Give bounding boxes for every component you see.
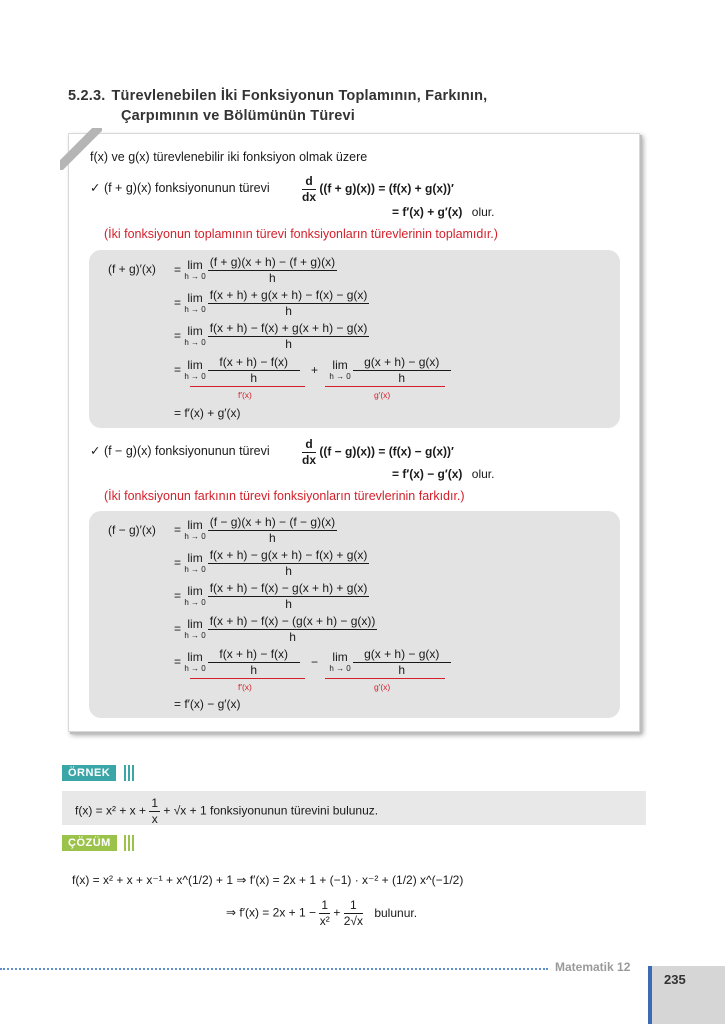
diff-note: (İki fonksiyonun farkının türevi fonksiyonların türevlerinin farkıdır.): [104, 489, 465, 503]
example-tag-bars: [124, 765, 138, 781]
d-numerator: d: [302, 174, 316, 190]
solution-line-2: ⇒ f′(x) = 2x + 1 − $\frac{1}{\text{x²}}$ + $\frac{1}{2√x}$ bulunur.: [226, 898, 418, 928]
example-tag: ÖRNEK: [62, 765, 116, 781]
diff-rhs1: ((f − g)(x)) = (f(x) − g(x))′: [319, 444, 454, 459]
sum-derivative-expression: [302, 174, 454, 205]
diff-result: = f′(x) − g′(x): [174, 697, 241, 711]
diff-step-4: = lim h → 0 $\frac{f(x + h) - f(x) - (g(x + h) - g(x))}{h}$: [174, 614, 376, 644]
sum-step-3: = lim h → 0 $\frac{f(x + h) - f(x) + g(x + h) - g(x)}{h}$: [174, 321, 368, 351]
footer-dotted-rule: [0, 968, 548, 970]
sum-brace-a: [190, 386, 305, 387]
sum-result: = f′(x) + g′(x): [174, 406, 241, 420]
diff-brace-b: [325, 678, 445, 679]
section-title-line1: Türevlenebilen İki Fonksiyonun Toplamının, Farkının,: [111, 88, 488, 104]
diff-step-5: = lim h → 0 $\frac{f(x + h) - f(x)}{h}$ − lim h → 0 $\frac{g(x + h) - g(x)}{h}$: [174, 647, 451, 678]
sum-lhs: (f + g)′(x): [108, 262, 156, 276]
diff-step-3: = lim h → 0 $\frac{f(x + h) - f(x) - g(x + h) + g(x)}{h}$: [174, 581, 368, 611]
page-number: 235: [664, 972, 686, 987]
sum-brace-b-label: g′(x): [374, 390, 391, 400]
sum-step-1: = lim h → 0 $\frac{(f + g)(x + h) - (f + g)(x)}{h}$: [174, 255, 336, 285]
sum-note: (İki fonksiyonun toplamının türevi fonksiyonların türevlerinin toplamıdır.): [104, 227, 498, 241]
sum-step-2: = lim h → 0 $\frac{f(x + h) + g(x + h) - f(x) - g(x)}{h}$: [174, 288, 368, 318]
intro-text: f(x) ve g(x) türevlenebilir iki fonksiyon olmak üzere: [90, 150, 368, 164]
sum-brace-b: [325, 386, 445, 387]
footer-page-box: [652, 966, 725, 1024]
diff-rhs2: = f′(x) − g′(x): [392, 467, 463, 481]
diff-step-2: = lim h → 0 $\frac{f(x + h) - g(x + h) - f(x) + g(x)}{h}$: [174, 548, 368, 578]
section-title-line2: Çarpımının ve Bölümünün Türevi: [121, 108, 355, 124]
diff-brace-a: [190, 678, 305, 679]
diff-olur: olur.: [471, 467, 495, 481]
diff-step-1: = lim h → 0 $\frac{(f - g)(x + h) - (f - g)(x)}{h}$: [174, 515, 336, 545]
solution-tag-bars: [124, 835, 138, 851]
diff-brace-a-label: f′(x): [238, 682, 252, 692]
sum-rule-label: ✓ (f + g)(x) fonksiyonunun türevi: [90, 181, 270, 195]
sum-rhs1: ((f + g)(x)) = (f(x) + g(x))′: [319, 181, 454, 196]
diff-brace-b-label: g′(x): [374, 682, 391, 692]
sum-olur: olur.: [471, 205, 495, 219]
section-title: [68, 86, 487, 126]
sum-brace-a-label: f′(x): [238, 390, 252, 400]
solution-tag: ÇÖZÜM: [62, 835, 117, 851]
section-number: 5.2.3.: [68, 88, 106, 104]
diff-lhs: (f − g)′(x): [108, 523, 156, 537]
footer-book-title: Matematik 12: [555, 960, 631, 974]
sum-rhs2: = f′(x) + g′(x): [392, 205, 463, 219]
diff-rule-label: ✓ (f − g)(x) fonksiyonunun türevi: [90, 444, 270, 458]
sum-step-4: = lim h → 0 $\frac{f(x + h) - f(x)}{h}$ + lim h → 0 $\frac{g(x + h) - g(x)}{h}$: [174, 355, 451, 386]
diff-derivative-expression: $\frac{d}{dx}$ ((f − g)(x)) = (f(x) − g(x))′: [302, 437, 454, 467]
example-question: f(x) = x² + x + $\frac{1}{x}$ + √x + 1 fonksiyonunun türevini bulunuz.: [75, 796, 379, 826]
dx-denominator: dx: [302, 190, 317, 204]
solution-line-1: f(x) = x² + x + x⁻¹ + x^(1/2) + 1 ⇒ f′(x) = 2x + 1 + (−1) · x⁻² + (1/2) x^(−1/2): [72, 873, 464, 887]
